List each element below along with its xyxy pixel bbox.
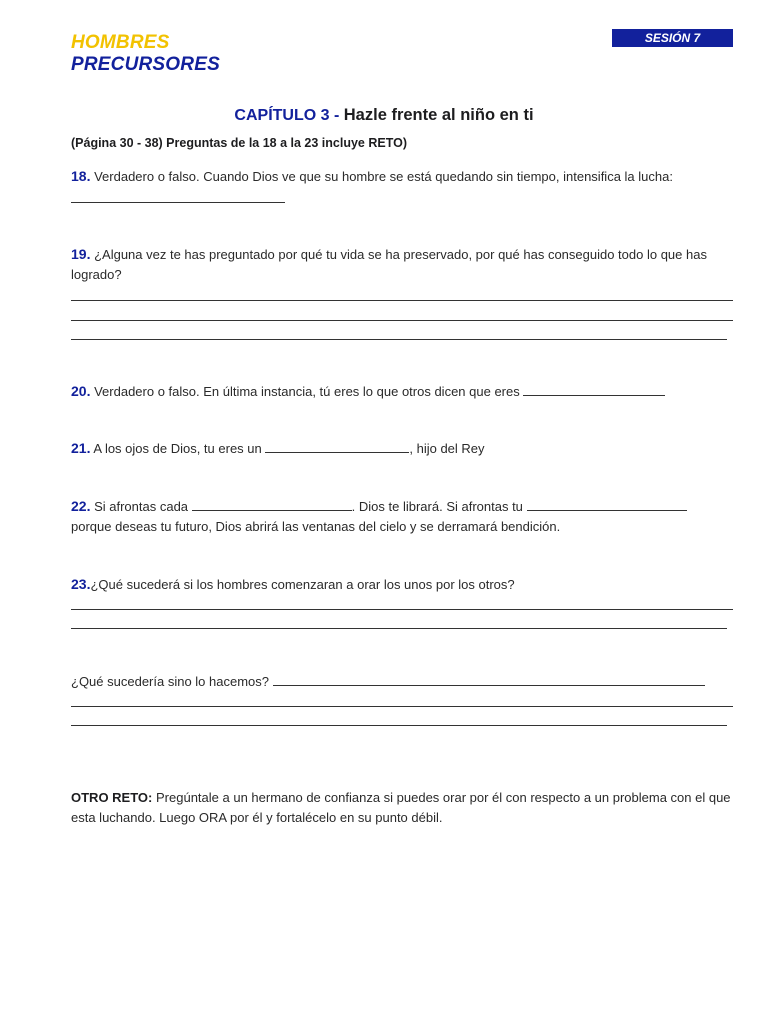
question-text-before: A los ojos de Dios, tu eres un: [93, 441, 262, 456]
question-text: Verdadero o falso. En última instancia, tú eres lo que otros dicen que eres: [94, 384, 520, 399]
question-text-c: porque deseas tu futuro, Dios abrirá las ventanas del cielo y se derramará bendición.: [71, 519, 561, 534]
question-text: Verdadero o falso. Cuando Dios ve que su hombre se está quedando sin tiempo, intensifica la lucha:: [94, 169, 673, 184]
question-text: ¿Alguna vez te has preguntado por qué tu vida se ha preservado, por qué has conseguido todo lo que has logrado?: [71, 247, 707, 282]
question-number: 19.: [71, 246, 91, 262]
answer-line-23b[interactable]: [71, 628, 727, 629]
answer-line-23c[interactable]: [71, 706, 733, 707]
question-number: 20.: [71, 383, 91, 399]
answer-line-23a[interactable]: [71, 609, 733, 610]
chapter-heading: [0, 106, 768, 125]
question-number: 18.: [71, 168, 91, 184]
question-20: [71, 381, 733, 402]
answer-blank-23b[interactable]: [273, 671, 705, 686]
answer-line-19b[interactable]: [71, 320, 733, 321]
otro-reto: [71, 788, 733, 828]
session-badge: SESIÓN 7: [612, 29, 733, 47]
answer-line-18[interactable]: [71, 202, 285, 203]
pages-note: (Página 30 - 38) Preguntas de la 18 a la 23 incluye RETO): [71, 136, 408, 150]
question-text-after: , hijo del Rey: [409, 441, 485, 456]
answer-line-19a[interactable]: [71, 300, 733, 301]
question-number: 22.: [71, 498, 91, 514]
question-number: 23.: [71, 576, 91, 592]
answer-line-19c[interactable]: [71, 339, 727, 340]
answer-blank-22a[interactable]: [192, 496, 352, 511]
question-text-a: Si afrontas cada: [94, 499, 189, 514]
question-number: 21.: [71, 440, 91, 456]
answer-blank-22b[interactable]: [527, 496, 687, 511]
question-22: [71, 496, 733, 537]
question-text: ¿Qué sucedería sino lo hacemos?: [71, 674, 269, 689]
answer-blank-21[interactable]: [265, 438, 409, 453]
brand-line-2: PRECURSORES: [71, 54, 220, 75]
reto-text: Pregúntale a un hermano de confianza si puedes orar por él con respecto a un problema con el que esta luchando. Luego ORA por él y fortalécelo en su punto débil.: [71, 790, 731, 825]
question-19: [71, 244, 733, 285]
brand-logo: [71, 32, 220, 76]
answer-blank-20[interactable]: [523, 381, 665, 396]
question-text: ¿Qué sucederá si los hombres comenzaran a orar los unos por los otros?: [90, 577, 515, 592]
question-23b: [71, 671, 733, 692]
brand-line-1: HOMBRES: [71, 32, 170, 53]
question-23: [71, 574, 733, 595]
question-text-b: . Dios te librará. Si afrontas tu: [351, 499, 523, 514]
answer-line-23d[interactable]: [71, 725, 727, 726]
question-18: [71, 166, 733, 187]
chapter-number: CAPÍTULO 3 -: [234, 107, 340, 124]
question-21: [71, 438, 733, 459]
chapter-title: Hazle frente al niño en ti: [343, 106, 534, 124]
reto-label: OTRO RETO:: [71, 790, 153, 805]
